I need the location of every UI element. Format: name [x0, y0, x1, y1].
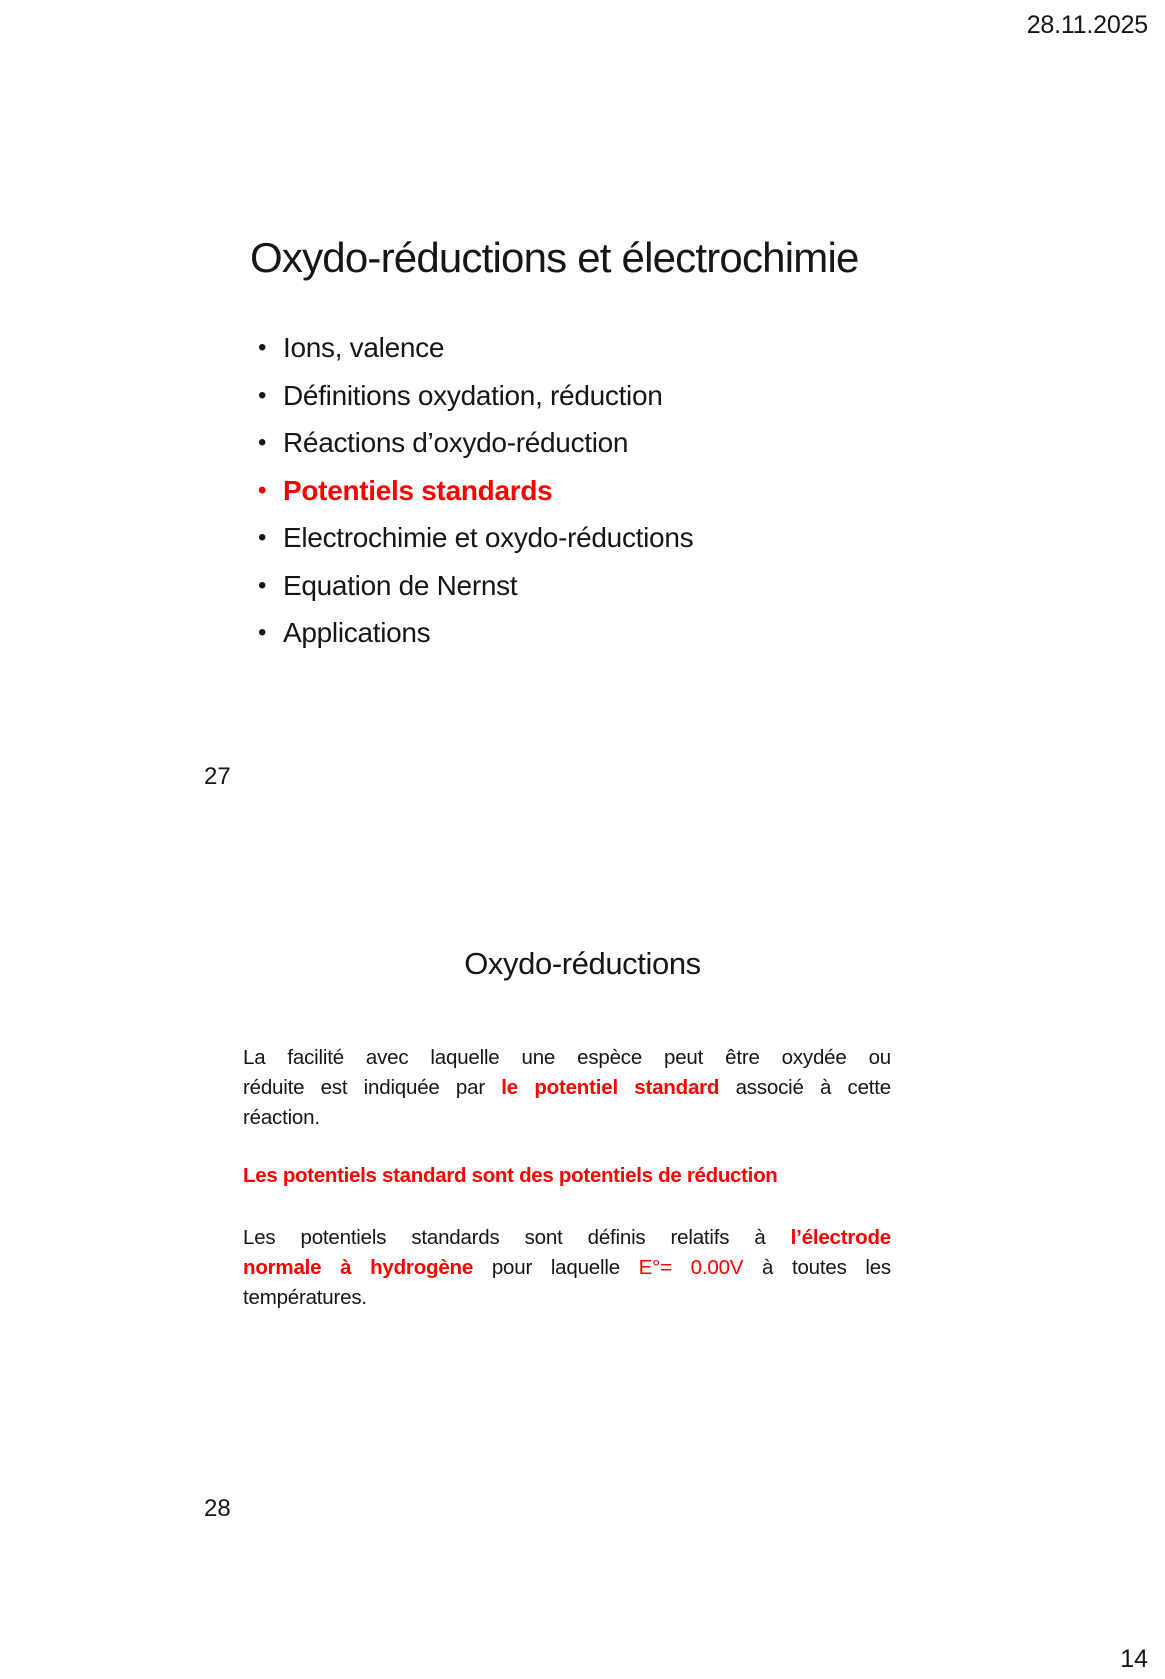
bullet-item: • Ions, valence — [258, 324, 693, 372]
paragraph-line: températures. — [243, 1286, 367, 1309]
paragraph-line: réaction. — [243, 1106, 320, 1129]
text-segment: pour laquelle — [473, 1256, 639, 1279]
red-bold-segment: le potentiel standard — [501, 1076, 720, 1099]
slide2-paragraph-1 — [243, 1043, 891, 1133]
slide2-title: Oxydo-réductions — [464, 946, 701, 981]
text-segment: Les potentiels standards sont définis relatifs à — [243, 1226, 791, 1249]
red-value-segment: E°= 0.00V — [638, 1256, 744, 1279]
bullet-item: • Définitions oxydation, réduction — [258, 372, 693, 420]
text-segment: associé à cette — [719, 1076, 891, 1099]
red-bold-segment: normale à hydrogène — [243, 1256, 474, 1279]
slide1-bullet-list — [258, 324, 693, 657]
slide2-number: 28 — [204, 1495, 231, 1522]
header-date: 28.11.2025 — [1026, 11, 1148, 39]
text-segment: à toutes les — [743, 1256, 891, 1279]
paragraph-line: La facilité avec laquelle une espèce peut être oxydée ou — [243, 1046, 891, 1069]
slide2-red-heading: Les potentiels standard sont des potentiels de réduction — [243, 1164, 778, 1187]
bullet-item: • Equation de Nernst — [258, 562, 693, 610]
bullet-item: • Electrochimie et oxydo-réductions — [258, 514, 693, 562]
paragraph-line — [243, 1253, 891, 1283]
bullet-item-emphasized: • Potentiels standards — [258, 467, 693, 515]
slide2-paragraph-2 — [243, 1223, 891, 1313]
red-bold-segment: l’électrode — [790, 1226, 891, 1249]
slide1-number: 27 — [204, 763, 231, 790]
page-number: 14 — [1120, 1645, 1148, 1673]
text-segment: réduite est indiquée par — [243, 1076, 502, 1099]
bullet-item: • Réactions d’oxydo-réduction — [258, 419, 693, 467]
bullet-item: • Applications — [258, 609, 693, 657]
paragraph-line — [243, 1223, 891, 1253]
paragraph-line — [243, 1073, 891, 1103]
slide1-title: Oxydo-réductions et électrochimie — [250, 234, 859, 281]
